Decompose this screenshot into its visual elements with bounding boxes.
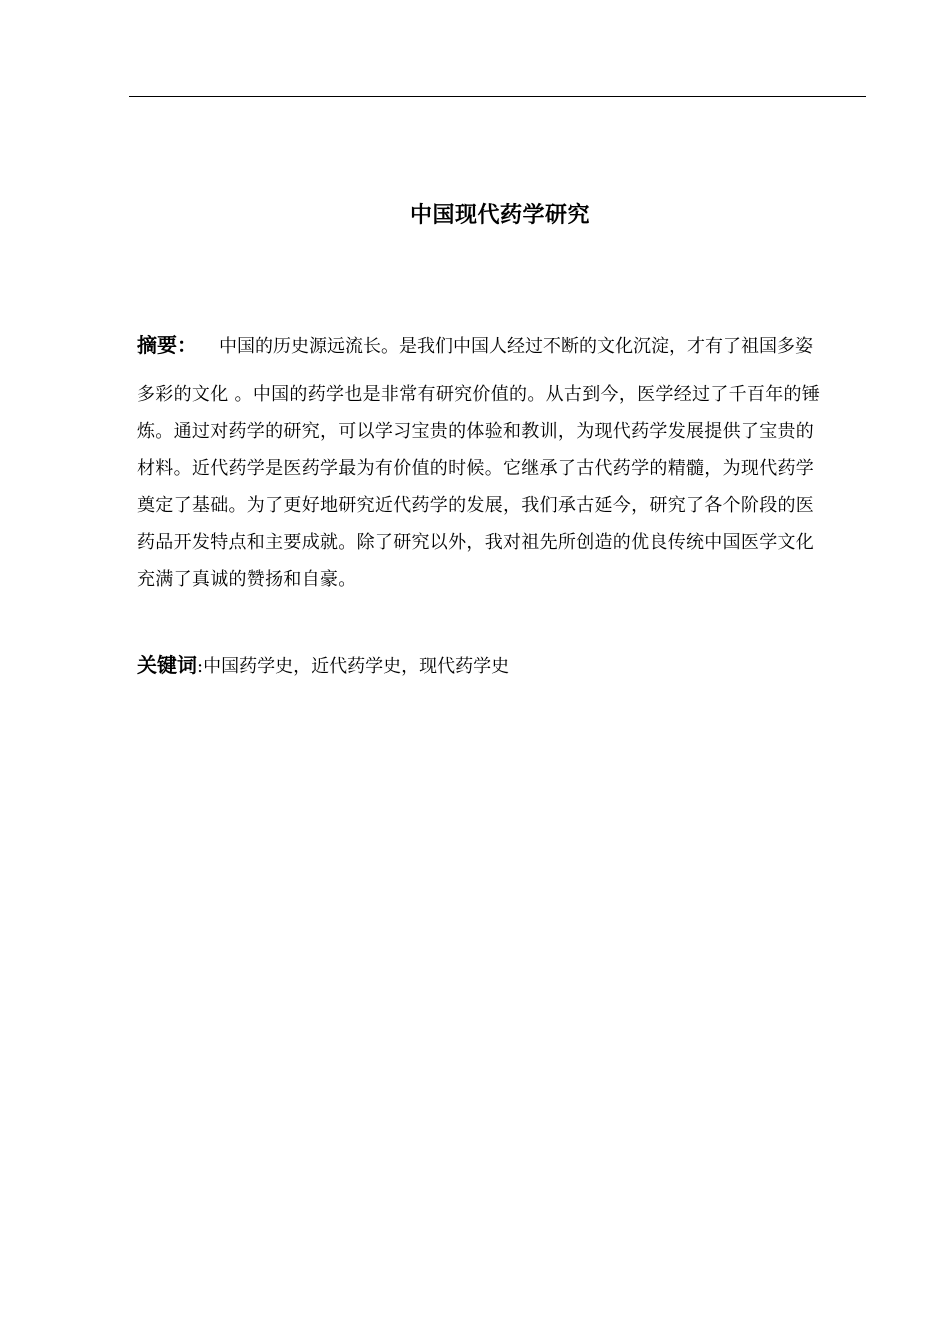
abstract-line-5: 奠定了基础。为了更好地研究近代药学的发展，我们承古延今，研究了各个阶段的医: [137, 495, 815, 516]
keywords-line: [137, 650, 857, 682]
keywords-separator: :: [197, 656, 204, 677]
abstract-body: [137, 376, 857, 598]
abstract-line-1: 中国的历史源远流长。是我们中国人经过不断的文化沉淀，才有了祖国多姿: [219, 336, 813, 357]
document-title: 中国现代药学研究: [409, 203, 590, 228]
abstract-line-3: 炼。通过对药学的研究，可以学习宝贵的体验和教训，为现代药学发展提供了宝贵的: [137, 421, 815, 442]
abstract-line-6: 药品开发特点和主要成就。除了研究以外，我对祖先所创造的优良传统中国医学文化: [137, 532, 815, 553]
abstract-first-line: [137, 330, 877, 362]
keywords-label: 关键词: [137, 653, 197, 677]
abstract-line-2: 多彩的文化 。中国的药学也是非常有研究价值的。从古到今，医学经过了千百年的锤: [137, 384, 821, 405]
abstract-line-7: 充满了真诚的赞扬和自豪。: [137, 569, 357, 590]
keywords-text: 中国药学史，近代药学史，现代药学史: [203, 656, 510, 677]
abstract-label: 摘要：: [137, 333, 197, 357]
abstract-line-4: 材料。近代药学是医药学最为有价值的时候。它继承了古代药学的精髓，为现代药学: [137, 458, 815, 479]
header-rule: [129, 96, 866, 97]
